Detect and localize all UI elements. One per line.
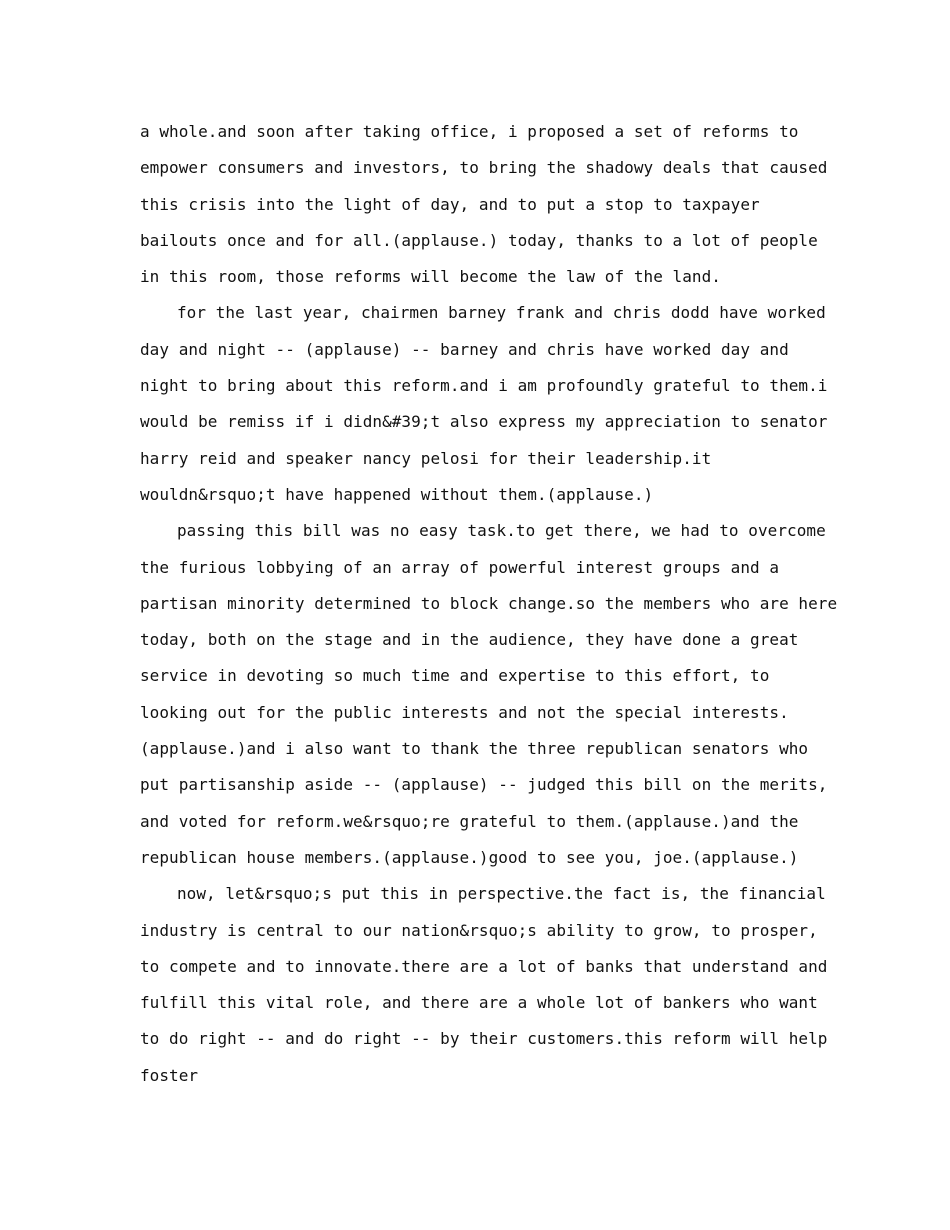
text-line: (applause.)and i also want to thank the three republican senators who <box>140 739 809 759</box>
text-line: foster <box>140 1065 199 1085</box>
text-line: fulfill this vital role, and there are a whole lot of bankers who want <box>140 993 818 1013</box>
text-line: passing this bill was no easy task.to get there, we had to overcome <box>177 521 826 541</box>
document-page <box>140 114 838 1094</box>
text-line: day and night -- (applause) -- barney and chris have worked day and <box>140 339 789 359</box>
text-line: industry is central to our nation&rsquo;s ability to grow, to prosper, <box>140 920 818 940</box>
text-line: night to bring about this reform.and i am profoundly grateful to them.i <box>140 376 828 396</box>
text-line: and voted for reform.we&rsquo;re grateful to them.(applause.)and the <box>140 811 799 831</box>
text-line: looking out for the public interests and not the special interests. <box>140 702 789 722</box>
text-line: now, let&rsquo;s put this in perspective.the fact is, the financial <box>177 884 826 904</box>
text-line: empower consumers and investors, to bring the shadowy deals that caused <box>140 158 828 178</box>
text-line: republican house members.(applause.)good to see you, joe.(applause.) <box>140 847 799 867</box>
text-line: to do right -- and do right -- by their customers.this reform will help <box>140 1029 828 1049</box>
text-line: for the last year, chairmen barney frank and chris dodd have worked <box>177 303 826 323</box>
text-line: today, both on the stage and in the audience, they have done a great <box>140 630 799 650</box>
text-line: partisan minority determined to block change.so the members who are here <box>140 593 838 613</box>
text-line: harry reid and speaker nancy pelosi for their leadership.it <box>140 448 712 468</box>
text-line: bailouts once and for all.(applause.) today, thanks to a lot of people <box>140 230 818 250</box>
text-line: in this room, those reforms will become the law of the land. <box>140 267 721 287</box>
text-line: put partisanship aside -- (applause) -- judged this bill on the merits, <box>140 775 828 795</box>
text-line: would be remiss if i didn&#39;t also express my appreciation to senator <box>140 412 828 432</box>
text-line: this crisis into the light of day, and to put a stop to taxpayer <box>140 194 760 214</box>
text-line: wouldn&rsquo;t have happened without them.(applause.) <box>140 484 654 504</box>
text-line: service in devoting so much time and expertise to this effort, to <box>140 666 770 686</box>
text-line: the furious lobbying of an array of powerful interest groups and a <box>140 557 780 577</box>
text-line: a whole.and soon after taking office, i proposed a set of reforms to <box>140 122 799 141</box>
text-line: to compete and to innovate.there are a lot of banks that understand and <box>140 956 828 976</box>
